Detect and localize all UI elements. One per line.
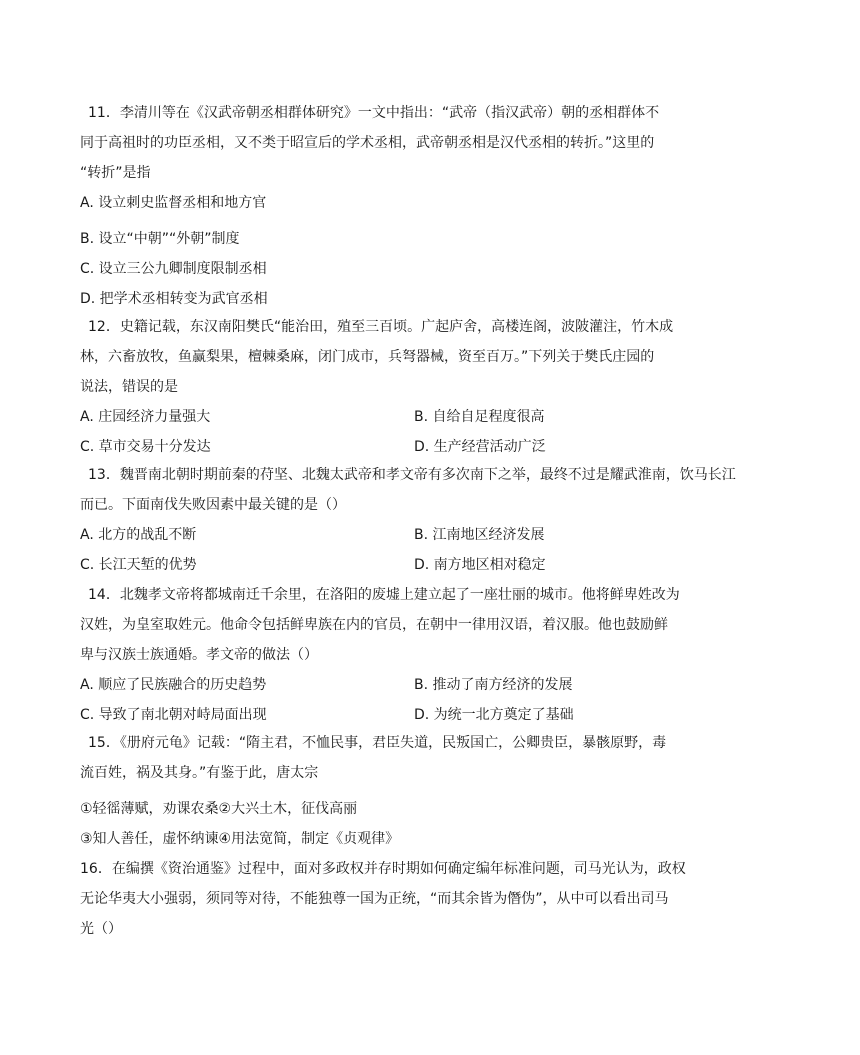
q14-option-a: A. 顺应了民族融合的历史趋势	[80, 677, 267, 693]
q13-option-a: A. 北方的战乱不断	[80, 527, 197, 543]
q15-item-line-1: ①轻徭薄赋，劝课农桑②大兴土木，征伐高丽	[80, 801, 358, 817]
q11-stem-line-1: 11．李清川等在《汉武帝朝丞相群体研究》一文中指出：“武帝（指汉武帝）朝的丞相群体不	[88, 105, 660, 121]
q13-option-b: B. 江南地区经济发展	[414, 527, 545, 543]
q13-option-c: C. 长江天堑的优势	[80, 557, 197, 573]
q13-stem-line-1: 13．魏晋南北朝时期前秦的苻坚、北魏太武帝和孝文帝有多次南下之举，最终不过是耀武淮南，饮马长江	[88, 467, 736, 483]
q14-stem-line-2: 汉姓，为皇室取姓元。他命令包括鲜卑族在内的官员，在朝中一律用汉语，着汉服。他也鼓励鲜	[80, 617, 668, 633]
q11-option-c: C. 设立三公九卿制度限制丞相	[80, 261, 267, 277]
q11-stem-line-3: “转折”是指	[80, 165, 151, 181]
q14-stem-line-3: 卑与汉族士族通婚。孝文帝的做法（）	[80, 647, 318, 663]
q13-stem-line-2: 而已。下面南伐失败因素中最关键的是（）	[80, 497, 346, 513]
q14-stem-line-1: 14．北魏孝文帝将都城南迁千余里，在洛阳的废墟上建立起了一座壮丽的城市。他将鲜卑姓改为	[88, 587, 680, 603]
q13-option-d: D. 南方地区相对稳定	[414, 557, 546, 573]
q16-stem-line-3: 光（）	[80, 921, 122, 937]
q12-option-d: D. 生产经营活动广泛	[414, 439, 546, 455]
q15-item-line-2: ③知人善任，虚怀纳谏④用法宽简，制定《贞观律》	[80, 831, 400, 847]
q16-stem-line-1: 16．在编撰《资治通鉴》过程中，面对多政权并存时期如何确定编年标准问题，司马光认为，政权	[80, 861, 686, 877]
q15-stem-line-2: 流百姓，祸及其身。”有鉴于此，唐太宗	[80, 765, 319, 781]
q11-option-b: B. 设立“中朝”“外朝”制度	[80, 231, 240, 247]
q12-stem-line-3: 说法，错误的是	[80, 379, 178, 395]
q12-option-a: A. 庄园经济力量强大	[80, 409, 211, 425]
q11-option-a: A. 设立刺史监督丞相和地方官	[80, 195, 267, 211]
q12-stem-line-1: 12．史籍记载，东汉南阳樊氏“能治田，殖至三百顷。广起庐舍，高楼连阁，波陂灌注，竹木成	[88, 319, 674, 335]
q12-option-c: C. 草市交易十分发达	[80, 439, 211, 455]
q15-stem-line-1: 15．《册府元龟》记载：“隋主君，不恤民事，君臣失道，民叛国亡，公卿贵臣，暴骸原野，毒	[88, 735, 667, 751]
q11-option-d: D. 把学术丞相转变为武官丞相	[80, 291, 268, 307]
q14-option-c: C. 导致了南北朝对峙局面出现	[80, 707, 267, 723]
q14-option-d: D. 为统一北方奠定了基础	[414, 707, 574, 723]
q16-stem-line-2: 无论华夷大小强弱，须同等对待，不能独尊一国为正统，“而其余皆为僭伪”，从中可以看出司马	[80, 891, 669, 907]
q12-stem-line-2: 林，六畜放牧，鱼赢梨果，檀棘桑麻，闭门成市，兵弩器械，资至百万。”下列关于樊氏庄园的	[80, 349, 655, 365]
q14-option-b: B. 推动了南方经济的发展	[414, 677, 573, 693]
q12-option-b: B. 自给自足程度很高	[414, 409, 545, 425]
q11-stem-line-2: 同于高祖时的功臣丞相，又不类于昭宣后的学术丞相，武帝朝丞相是汉代丞相的转折。”这里的	[80, 135, 655, 151]
